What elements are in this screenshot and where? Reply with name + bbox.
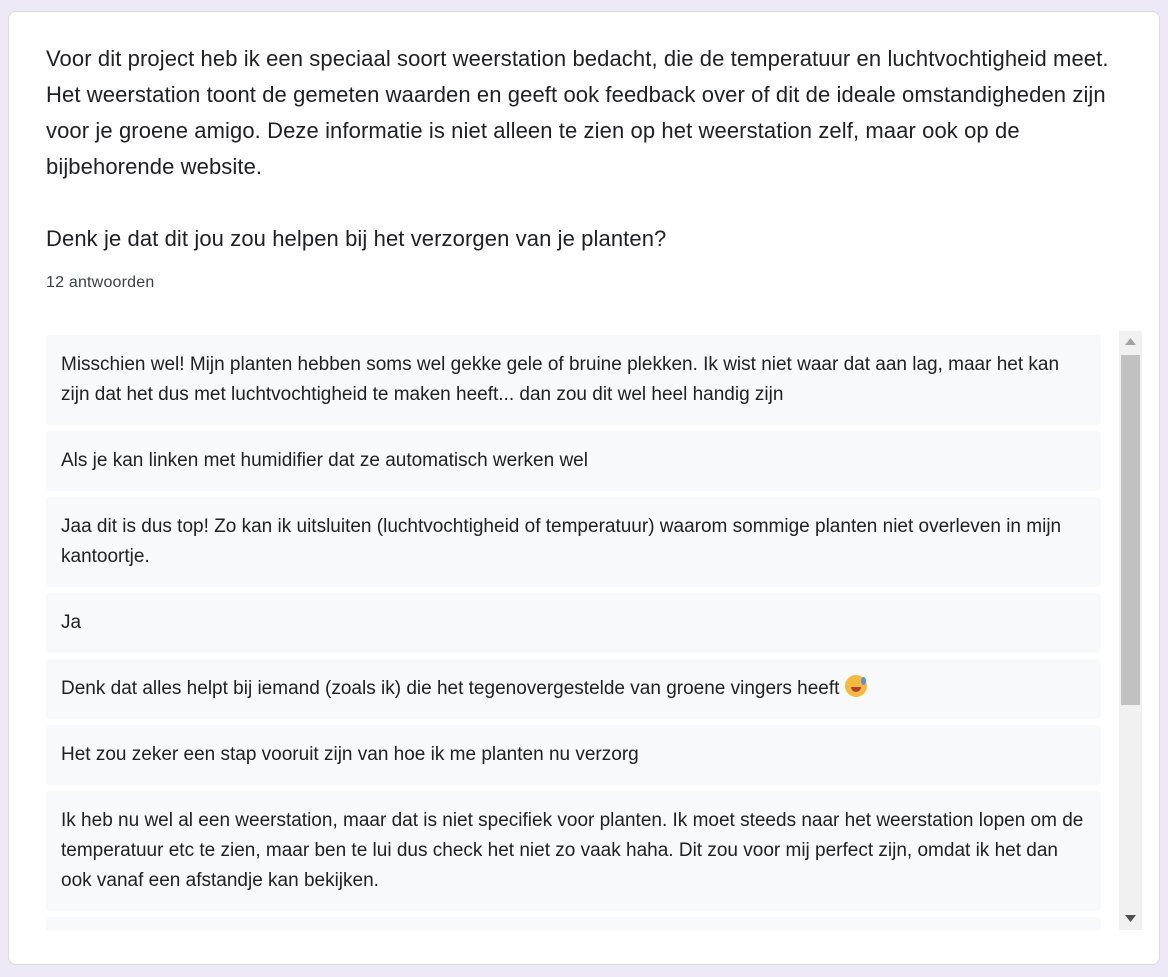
response-item bbox=[46, 335, 1101, 425]
sweat-smile-emoji-icon bbox=[845, 675, 867, 697]
scrollbar-thumb[interactable] bbox=[1121, 355, 1140, 705]
response-item bbox=[46, 593, 1101, 653]
response-item bbox=[46, 791, 1101, 911]
response-text: Als je kan linken met humidifier dat ze automatisch werken wel bbox=[61, 450, 588, 471]
response-item-partial bbox=[46, 917, 1101, 930]
question-card bbox=[8, 11, 1160, 965]
question-paragraph-description: Voor dit project heb ik een speciaal soort weerstation bedacht, die de temperatuur en luchtvochtigheid meet. Het weerstation toont de gemeten waarden en geeft ook feedback over of dit de ideale omstandigheden zijn voor je groene amigo. Deze informatie is niet alleen te zien op het weerstation zelf, maar ook op de bijbehorende website. bbox=[46, 46, 1109, 179]
response-text: Jaa dit is dus top! Zo kan ik uitsluiten (luchtvochtigheid of temperatuur) waarom sommige planten niet overleven in mijn kantoortje. bbox=[61, 516, 1062, 567]
response-text: Het zou zeker een stap vooruit zijn van hoe ik me planten nu verzorg bbox=[61, 744, 639, 765]
responses-list[interactable] bbox=[46, 335, 1101, 930]
response-text: Ja bbox=[61, 612, 82, 633]
question-spacer bbox=[46, 185, 1146, 221]
response-item bbox=[46, 497, 1101, 587]
response-text: Denk dat alles helpt bij iemand (zoals ik) die het tegenovergestelde van groene vingers heeft bbox=[61, 678, 840, 699]
question-paragraph-prompt: Denk je dat dit jou zou helpen bij het verzorgen van je planten? bbox=[46, 226, 667, 251]
response-item bbox=[46, 659, 1101, 719]
question-text bbox=[46, 41, 1146, 257]
scroll-down-arrow-icon[interactable] bbox=[1119, 908, 1142, 930]
responses-scrollbar[interactable] bbox=[1119, 331, 1142, 930]
response-item bbox=[46, 431, 1101, 491]
response-text: Ik heb nu wel al een weerstation, maar dat is niet specifiek voor planten. Ik moet steeds naar het weerstation lopen om de temperatuur etc te zien, maar ben te lui dus check het niet zo vaak haha. Dit zou voor mij perfect zijn, omdat ik het dan ook vanaf een afstandje kan bekijken. bbox=[61, 810, 1084, 891]
response-item bbox=[46, 725, 1101, 785]
response-text: Misschien wel! Mijn planten hebben soms wel gekke gele of bruine plekken. Ik wist niet waar dat aan lag, maar het kan zijn dat het dus met luchtvochtigheid te maken heeft... dan zou dit wel heel handig zijn bbox=[61, 354, 1060, 405]
scroll-up-arrow-icon[interactable] bbox=[1119, 331, 1142, 353]
response-count: 12 antwoorden bbox=[46, 274, 155, 291]
